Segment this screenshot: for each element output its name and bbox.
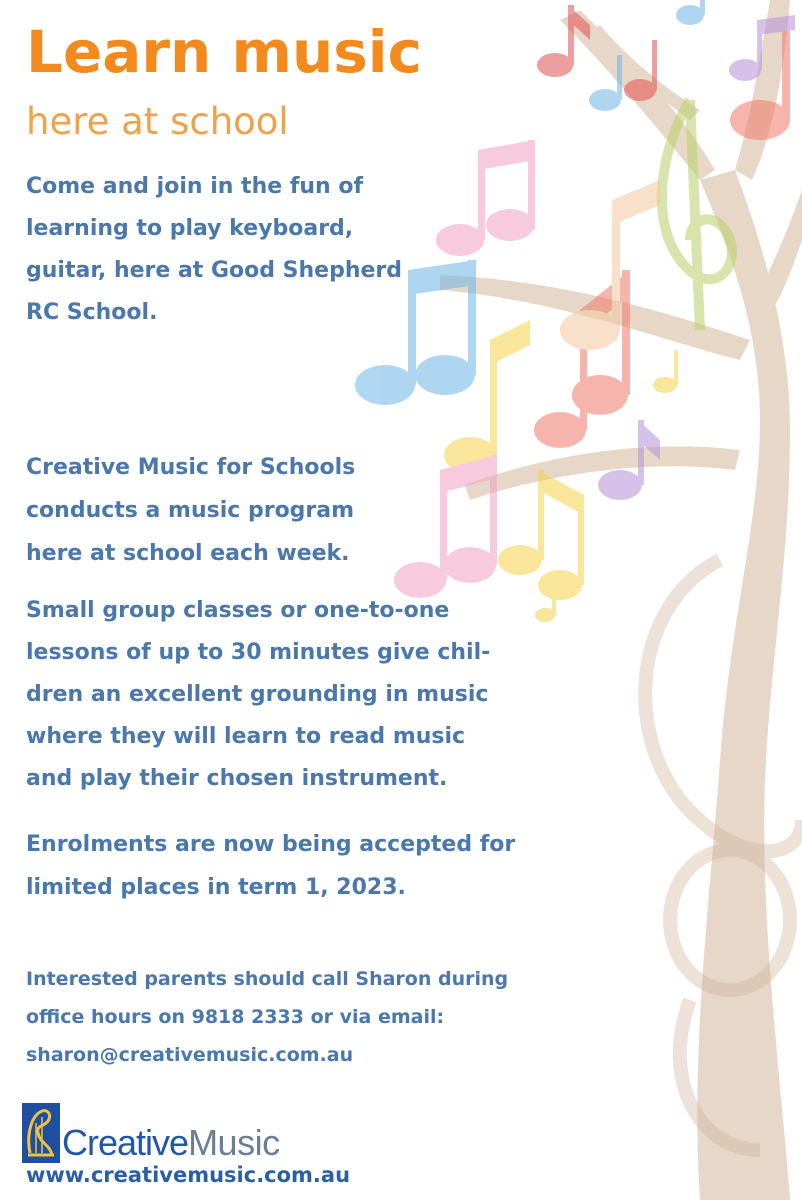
text-line: office hours on 9818 2333 or via email: [26,1006,445,1028]
contact-email[interactable]: sharon@creativemusic.com.au [26,1044,354,1066]
text-line: Come and join in the fun of [26,174,364,199]
text-line: Small group classes or one-to-one [26,598,450,623]
program-paragraph [26,446,446,575]
text-line: limited places in term 1, 2023. [26,875,406,900]
text-line: Enrolments are now being accepted for [26,832,516,857]
text-line: Interested parents should call Sharon during [26,968,509,990]
text-line: guitar, here at Good Shepherd [26,258,403,283]
creative-music-logo [22,1097,280,1163]
logo-brand-creative: Creative [62,1122,189,1163]
lessons-paragraph [26,590,566,800]
text-line: learning to play keyboard, [26,216,354,241]
logo-brand-music: Music [188,1122,280,1163]
website-link[interactable]: www.creativemusic.com.au [26,1163,351,1187]
tree-branch [760,190,802,310]
text-line: conducts a music program [26,498,355,523]
enrolment-paragraph [26,823,606,909]
text-line: dren an excellent grounding in music [26,682,489,707]
page-title: Learn music [26,18,423,86]
page-subtitle: here at school [26,100,289,143]
intro-paragraph [26,166,496,334]
contact-paragraph [26,960,606,1074]
text-line: where they will learn to read music [26,724,466,749]
music-note-icon [498,470,584,600]
text-line: RC School. [26,300,158,325]
text-line: lessons of up to 30 minutes give chil- [26,640,491,665]
text-line: and play their chosen instrument. [26,766,448,791]
text-line: Creative Music for Schools [26,455,356,480]
text-line: here at school each week. [26,541,350,566]
lyre-logo-icon [22,1103,60,1163]
tree-trunk [697,170,790,1200]
music-note-icon [444,320,530,473]
